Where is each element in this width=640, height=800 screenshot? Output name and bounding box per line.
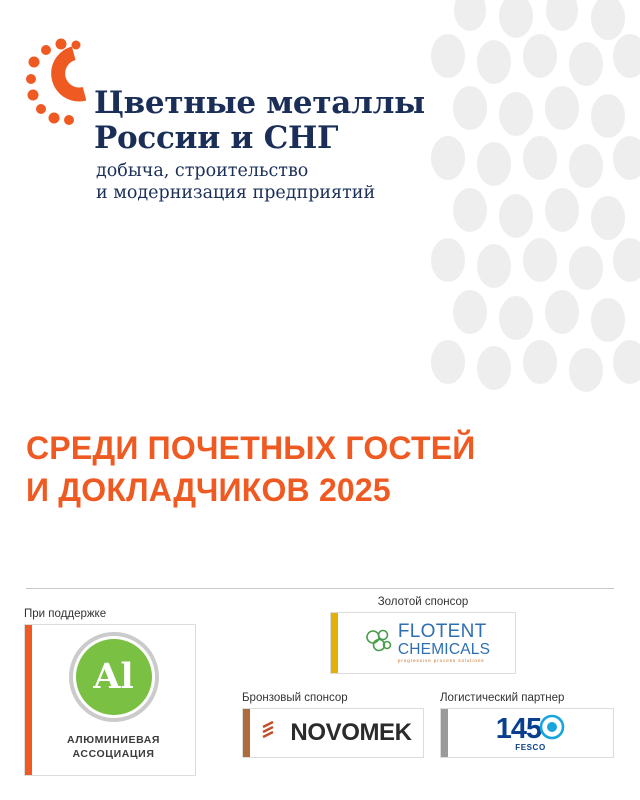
flotent-logo-group xyxy=(363,622,490,664)
headline-line1: СРЕДИ ПОЧЕТНЫХ ГОСТЕЙ xyxy=(26,430,476,466)
flotent-text-group xyxy=(398,622,490,664)
brand-text xyxy=(94,26,425,205)
fesco-logo xyxy=(448,709,613,757)
company-logo-icon xyxy=(24,32,86,142)
sponsor-gold-card xyxy=(330,612,516,674)
fesco-wordmark: FESCO xyxy=(515,743,546,752)
brand-header xyxy=(0,0,640,205)
fesco-anniversary-number: 145 xyxy=(495,713,542,745)
sponsor-gold xyxy=(330,596,516,674)
sponsor-logistics-accent-bar xyxy=(441,709,448,757)
novomek-mark-icon xyxy=(261,720,283,747)
aluminium-name-line1: АЛЮМИНИЕВАЯ xyxy=(66,733,161,746)
slide-headline xyxy=(26,428,475,511)
aluminium-name-line2: АССОЦИАЦИЯ xyxy=(72,748,155,760)
sponsor-bronze-card xyxy=(242,708,424,758)
sponsor-support-accent-bar xyxy=(25,625,32,775)
aluminium-al-symbol: Al xyxy=(93,656,134,698)
sponsor-logistics-label: Логистический партнер xyxy=(440,692,565,704)
aluminium-association-name xyxy=(67,733,160,761)
section-divider xyxy=(26,588,614,589)
brand-title-line1: Цветные металлы xyxy=(94,85,425,121)
sponsor-gold-label: Золотой спонсор xyxy=(377,596,469,608)
fesco-globe-icon xyxy=(539,714,565,745)
sponsor-support-card xyxy=(24,624,196,776)
sponsor-logistics-card xyxy=(440,708,614,758)
flotent-bubbles-icon xyxy=(363,626,393,661)
sponsor-gold-accent-bar xyxy=(331,613,338,673)
novomek-logo xyxy=(250,709,423,757)
brand-title-line2: России и СНГ xyxy=(94,119,339,156)
sponsors-section xyxy=(0,596,640,800)
aluminium-al-icon xyxy=(76,639,152,715)
flotent-name-line1: FLOTENT xyxy=(397,620,487,642)
sponsor-bronze-accent-bar xyxy=(243,709,250,757)
sponsor-bronze-label: Бронзовый спонсор xyxy=(242,692,348,704)
aluminium-association-logo xyxy=(32,625,195,775)
brand-subtitle-line2: и модернизация предприятий xyxy=(96,183,376,204)
novomek-name: NOVOMEK xyxy=(290,719,412,746)
brand-subtitle-line1: добыча, строительство xyxy=(96,161,309,182)
sponsor-support xyxy=(24,608,196,776)
sponsor-bronze xyxy=(242,692,424,758)
flotent-chemicals-logo xyxy=(338,613,515,673)
headline-line2: И ДОКЛАДЧИКОВ 2025 xyxy=(26,471,391,508)
sponsor-support-label: При поддержке xyxy=(24,608,107,620)
flotent-name-line2: CHEMICALS xyxy=(397,640,491,658)
flotent-tagline: progressive process solutions xyxy=(397,658,485,664)
logo-row xyxy=(24,26,640,205)
sponsor-logistics xyxy=(440,692,614,758)
